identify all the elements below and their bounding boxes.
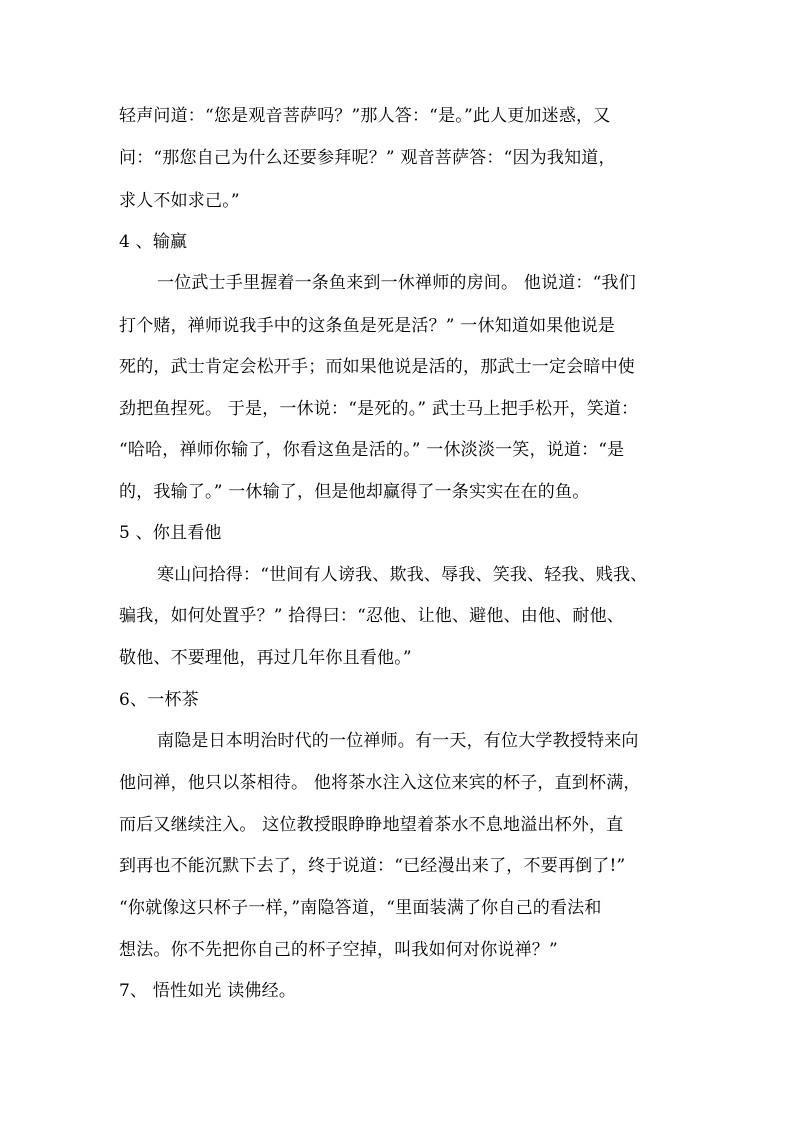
paragraph-line: 而后又继续注入。 这位教授眼睁睁地望着茶水不息地溢出杯外，直 [119,815,624,835]
section-heading-6: 6、一杯茶 [119,690,199,710]
paragraph-line: 南隐是日本明治时代的一位禅师。有一天，有位大学教授特来向 [157,731,639,751]
paragraph-line: 到再也不能沉默下去了，终于说道：“已经漫出来了，不要再倒了!” [119,856,626,876]
paragraph-line: 寒山问拾得：“世间有人谤我、欺我、辱我、笑我、轻我、贱我、 [157,565,648,585]
paragraph-line: 求人不如求己。” [119,191,240,211]
paragraph-line: 劲把鱼捏死。 于是，一休说：“是死的。” 武士马上把手松开，笑道： [119,399,639,419]
paragraph-line: 他问禅，他只以茶相待。 他将茶水注入这位来宾的杯子，直到杯满， [119,773,641,793]
paragraph-line: “你就像这只杯子一样，”南隐答道，“里面装满了你自己的看法和 [119,898,602,918]
section-heading-5: 5 、你且看他 [119,523,222,543]
paragraph-line: 骗我，如何处置乎？” 拾得曰：“忍他、让他、避他、由他、耐他、 [119,606,624,626]
paragraph-line: 打个赌，禅师说我手中的这条鱼是死是活？” 一休知道如果他说是 [119,316,616,336]
paragraph-line: 问：“那您自己为什么还要参拜呢？” 观音菩萨答：“因为我知道， [119,148,616,168]
paragraph-line: 想法。你不先把你自己的杯子空掉，叫我如何对你说禅？” [119,940,558,960]
paragraph-line: 死的，武士肯定会松开手；而如果他说是活的，那武士一定会暗中使 [119,357,635,377]
paragraph-line: 轻声问道：“您是观音菩萨吗？”那人答：“是。”此人更加迷惑，又 [119,106,611,126]
paragraph-line: 的，我输了。” 一休输了，但是他却赢得了一条实实在在的鱼。 [119,482,590,502]
paragraph-line: 敬他、不要理他，再过几年你且看他。” [119,648,412,668]
section-heading-4: 4 、输赢 [119,232,188,252]
section-heading-7: 7、 悟性如光 读佛经。 [119,981,297,1001]
paragraph-line: 一位武士手里握着一条鱼来到一休禅师的房间。 他说道：“我们 [157,273,636,293]
paragraph-line: “哈哈，禅师你输了，你看这鱼是活的。” 一休淡淡一笑，说道：“是 [119,440,625,460]
